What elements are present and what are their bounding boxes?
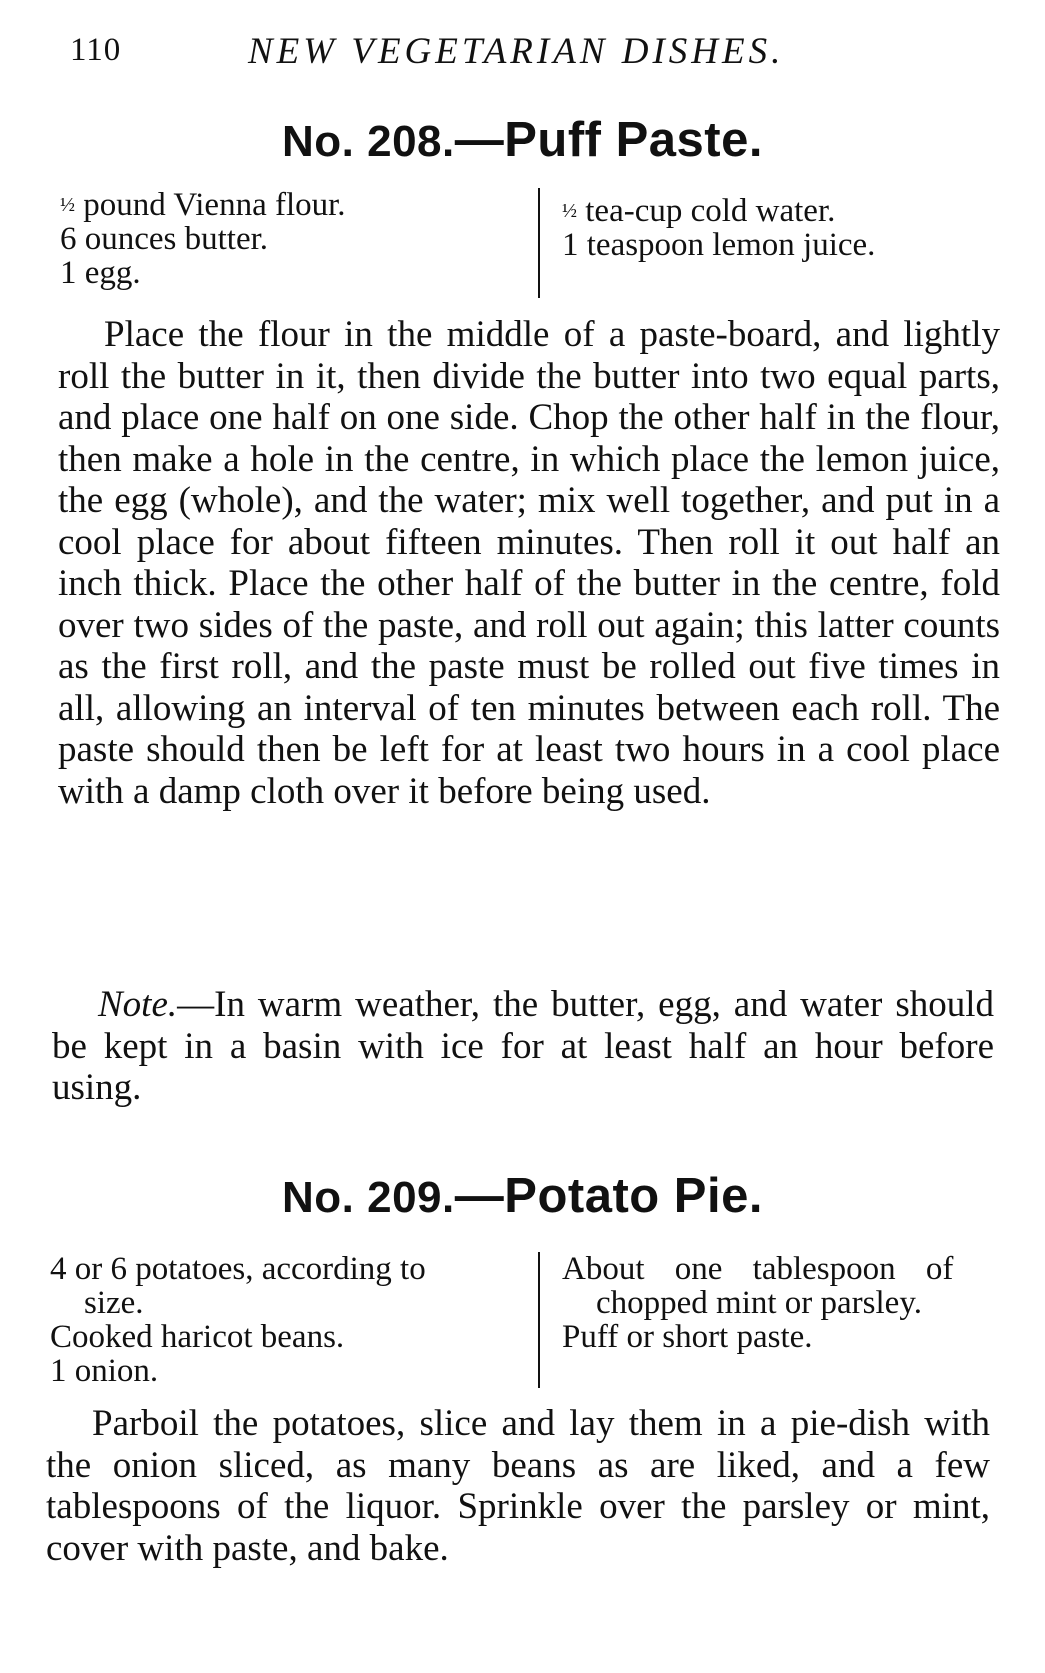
ingredient-item: 4 or 6 potatoes, according to xyxy=(50,1251,426,1287)
recipe-title-209 xyxy=(0,1168,1045,1224)
ingredient-item: 1 teaspoon lemon juice. xyxy=(562,227,876,263)
method-208: Place the flour in the middle of a paste-board, and lightly roll the butter in it, then divide the butter into two equal parts, and place one half on one side. Chop the other half in the flour, then make a hole in the centre, in which place the lemon juice, the egg (whole), and the water; mix well together, and put in a cool place for about fifteen minutes. Then roll it out half an inch thick. Place the other half of the butter in the centre, fold over two sides of the paste, and roll out again; this latter counts as the first roll, and the paste must be rolled out five times in all, allowing an interval of ten minutes between each roll. The paste should then be left for at least two hours in a cool place with a damp cloth over it before being used. xyxy=(58,314,1000,812)
page-number: 110 xyxy=(70,32,122,68)
recipe-title-208 xyxy=(0,112,1045,168)
note-208 xyxy=(52,984,994,1109)
note-text: —In warm weather, the butter, egg, and water should be kept in a basin with ice for at least half an hour before using. xyxy=(52,984,994,1108)
ingredients-right-column xyxy=(538,188,875,298)
running-title: NEW VEGETARIAN DISHES. xyxy=(248,31,785,72)
ingredient-item: chopped mint or parsley. xyxy=(596,1285,922,1321)
ingredient-item: ½ tea-cup cold water. xyxy=(562,193,836,229)
ingredients-left-column xyxy=(50,1252,520,1388)
recipe-name: —Puff Paste. xyxy=(454,113,763,167)
ingredient-item: 6 ounces butter. xyxy=(60,221,269,257)
recipe-number: No. 208. xyxy=(282,117,455,166)
ingredient-item: About one tablespoon of xyxy=(562,1251,954,1287)
ingredients-left-column xyxy=(60,188,520,298)
method-209: Parboil the potatoes, slice and lay them in a pie-dish with the onion sliced, as many beans as are liked, and a few tablespoons of the liquor. Sprinkle over the parsley or mint, cover with paste, and bake. xyxy=(46,1403,990,1569)
ingredient-item: Puff or short paste. xyxy=(562,1319,813,1355)
ingredient-item: 1 onion. xyxy=(50,1353,159,1389)
recipe-name: —Potato Pie. xyxy=(454,1169,763,1223)
ingredient-item: size. xyxy=(84,1285,144,1321)
ingredient-item: 1 egg. xyxy=(60,255,141,291)
ingredients-right-column xyxy=(538,1252,1002,1388)
note-label: Note. xyxy=(98,984,178,1025)
ingredients-209 xyxy=(50,1252,1010,1388)
fraction: ½ xyxy=(562,200,577,222)
recipe-number: No. 209. xyxy=(282,1173,455,1222)
ingredient-item: Cooked haricot beans. xyxy=(50,1319,345,1355)
ingredient-item: ½ pound Vienna flour. xyxy=(60,187,346,223)
ingredients-208 xyxy=(60,188,1020,298)
running-head xyxy=(62,28,882,78)
fraction: ½ xyxy=(60,194,75,216)
